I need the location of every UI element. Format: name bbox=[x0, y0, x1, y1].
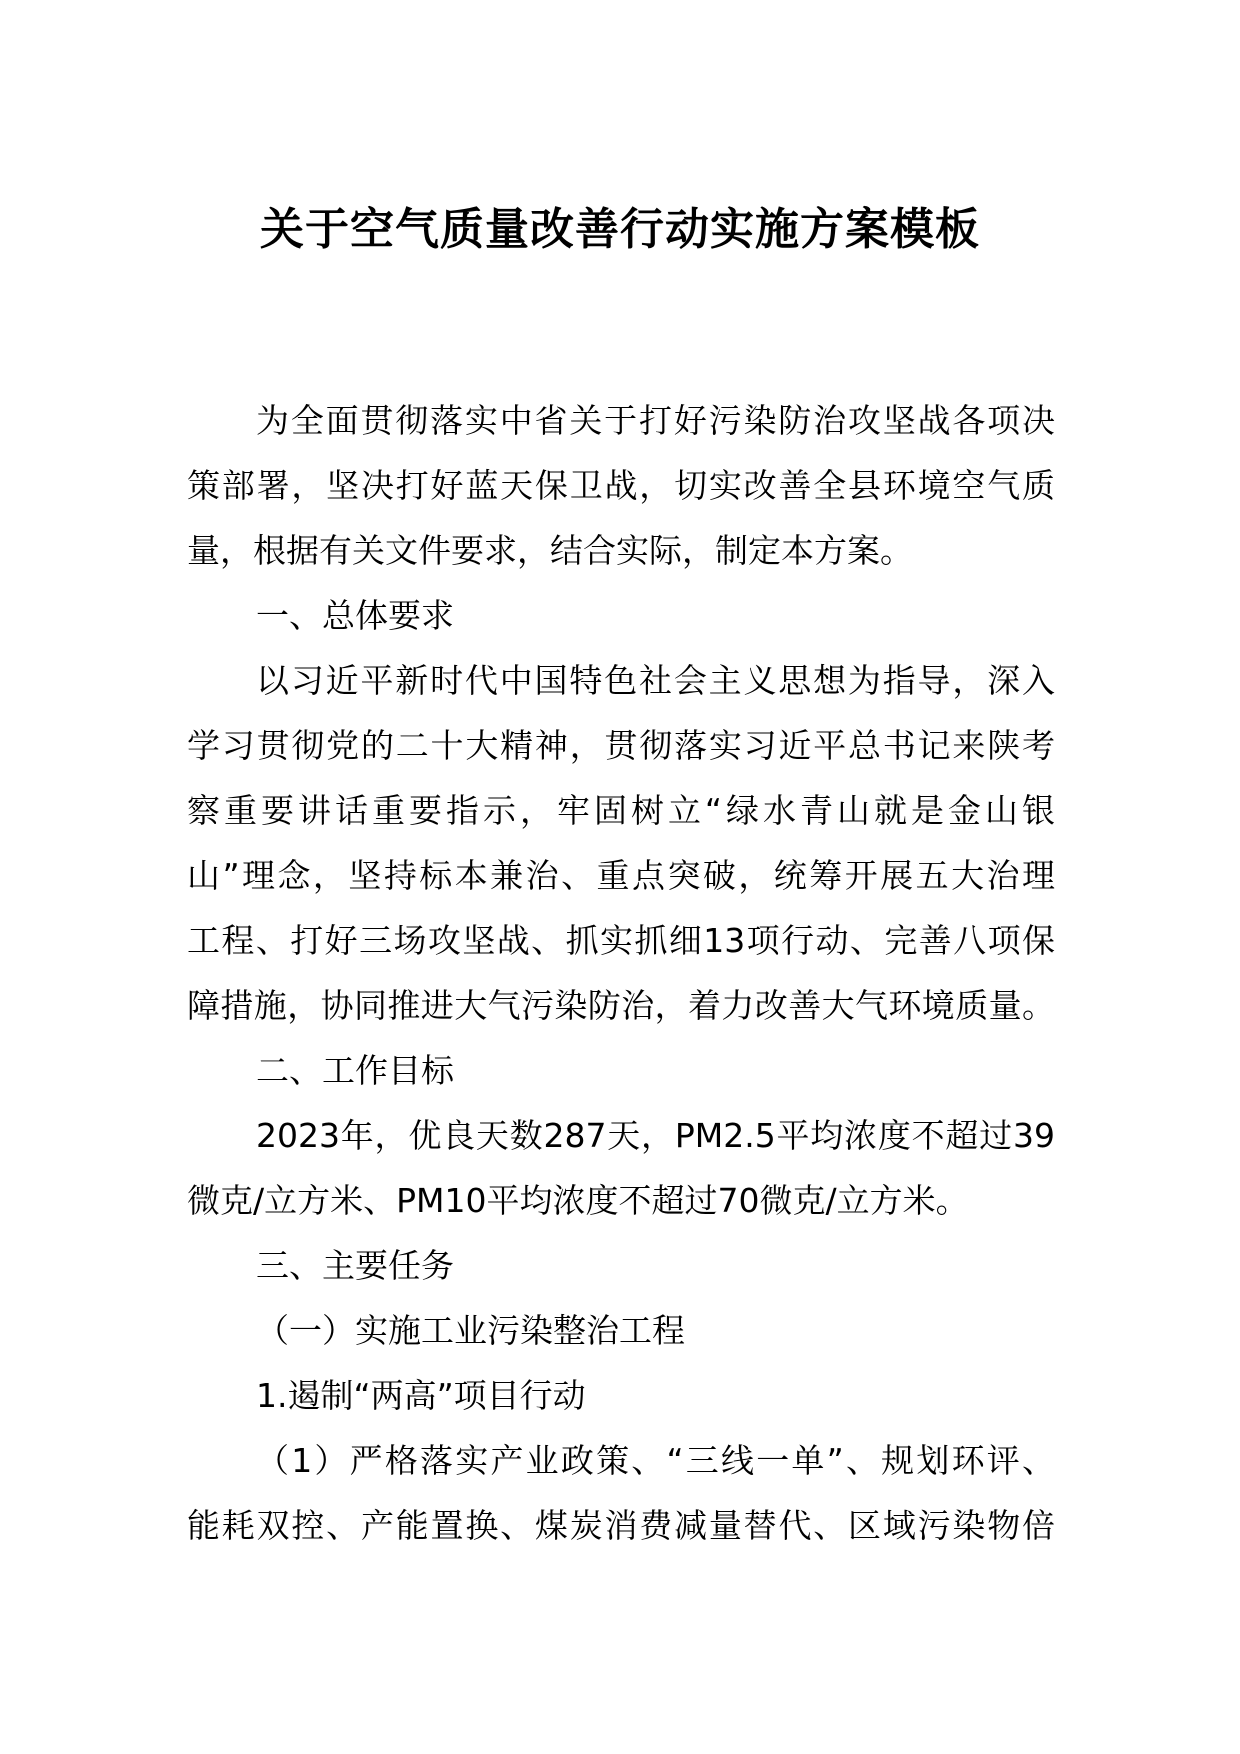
paragraph-item-1-line-1: （1）严格落实产业政策、“三线一单”、规划环评、 bbox=[256, 1441, 1055, 1480]
paragraph-goals-line-2: 微克/立方米、PM10平均浓度不超过70微克/立方米。 bbox=[187, 1181, 969, 1220]
paragraph-guidance-line-6: 障措施，协同推进大气污染防治，着力改善大气环境质量。 bbox=[187, 986, 1055, 1025]
paragraph-guidance-line-1: 以习近平新时代中国特色社会主义思想为指导，深入 bbox=[256, 661, 1055, 700]
section-heading-work-goals: 二、工作目标 bbox=[256, 1051, 454, 1090]
section-heading-main-tasks: 三、主要任务 bbox=[256, 1246, 454, 1285]
paragraph-intro-line-1: 为全面贯彻落实中省关于打好污染防治攻坚战各项决 bbox=[256, 401, 1055, 440]
paragraph-intro-line-2: 策部署，坚决打好蓝天保卫战，切实改善全县环境空气质 bbox=[187, 466, 1055, 505]
subsection-heading-industrial-pollution: （一）实施工业污染整治工程 bbox=[256, 1311, 685, 1350]
paragraph-guidance-line-4: 山”理念，坚持标本兼治、重点突破，统筹开展五大治理 bbox=[187, 856, 1055, 895]
document-body bbox=[187, 388, 1055, 1558]
document-title: 关于空气质量改善行动实施方案模板 bbox=[260, 204, 980, 255]
paragraph-goals-line-1: 2023年，优良天数287天，PM2.5平均浓度不超过39 bbox=[256, 1116, 1055, 1155]
paragraph-guidance-line-3: 察重要讲话重要指示，牢固树立“绿水青山就是金山银 bbox=[187, 791, 1055, 830]
item-heading-curb-two-high-projects: 1.遏制“两高”项目行动 bbox=[256, 1376, 586, 1415]
paragraph-guidance-line-2: 学习贯彻党的二十大精神，贯彻落实习近平总书记来陕考 bbox=[187, 726, 1055, 765]
paragraph-guidance-line-5: 工程、打好三场攻坚战、抓实抓细13项行动、完善八项保 bbox=[187, 921, 1055, 960]
section-heading-general-requirements: 一、总体要求 bbox=[256, 596, 454, 635]
paragraph-item-1-line-2: 能耗双控、产能置换、煤炭消费减量替代、区域污染物倍 bbox=[187, 1506, 1055, 1545]
paragraph-intro-line-3: 量，根据有关文件要求，结合实际，制定本方案。 bbox=[187, 531, 913, 570]
